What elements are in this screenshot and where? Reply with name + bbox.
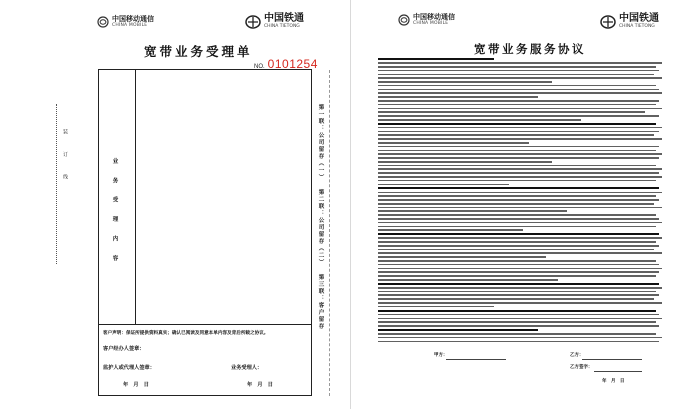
- china-tietong-logo: [245, 14, 304, 30]
- agreement-text-line: [378, 279, 558, 281]
- agreement-china-mobile-en: CHINA MOBILE: [413, 21, 449, 26]
- agreement-text-line: [378, 325, 659, 327]
- agreement-china-mobile-logo: [398, 14, 455, 27]
- copy-label-1: 第一联：公司留存（一）: [317, 104, 324, 181]
- date-right: 年 月 日: [247, 382, 273, 388]
- china-mobile-icon: [97, 16, 109, 28]
- agreement-text-line: [378, 249, 654, 251]
- copy-label-3: 第三联：客户留存: [317, 274, 324, 330]
- agreement-text-line: [378, 271, 659, 273]
- agreement-china-tietong-zh: 中国铁通: [619, 13, 659, 24]
- agreement-text-line: [378, 321, 656, 323]
- agreement-china-mobile-icon: [398, 14, 410, 26]
- agreement-text-line: [378, 157, 659, 159]
- agreement-text-line: [378, 341, 659, 343]
- agreement-text-line: [378, 165, 656, 167]
- business-content-label: 业 务 受 理 内 容: [111, 158, 118, 267]
- agreement-text-line: [378, 275, 656, 277]
- agreement-text-line: [378, 184, 509, 186]
- page-gutter: [350, 0, 351, 409]
- agreement-text-line: [378, 207, 662, 209]
- agreement-china-tietong-logo: [600, 14, 659, 30]
- agreement-text-line: [378, 241, 656, 243]
- china-mobile-logo-en: CHINA MOBILE: [112, 23, 148, 28]
- binding-dotted-line: [56, 104, 57, 264]
- agreement-text-line: [378, 123, 656, 125]
- agreement-china-tietong-en: CHINA TIETONG: [619, 24, 655, 29]
- agreement-text-line: [378, 104, 656, 106]
- agreement-text-line: [378, 180, 656, 182]
- agreement-text-line: [378, 92, 662, 94]
- agreement-text-line: [378, 237, 662, 239]
- party-b-signature-line: [582, 359, 642, 360]
- form-row-divider: [99, 324, 311, 325]
- handler-signature-label: 业务受理人：: [231, 365, 263, 371]
- agreement-text-line: [378, 58, 494, 60]
- agreement-text-line: [378, 310, 656, 312]
- agreement-text-line: [378, 119, 581, 121]
- date-left: 年 月 日: [123, 382, 149, 388]
- agreement-china-mobile-zh: 中国移动通信: [413, 13, 455, 21]
- agreement-text-line: [378, 233, 659, 235]
- agreement-text-line: [378, 302, 662, 304]
- agreement-text-line: [378, 210, 567, 212]
- china-mobile-logo: [97, 16, 154, 29]
- agreement-text-line: [378, 127, 662, 129]
- party-b-label: 乙方：: [570, 353, 584, 358]
- agreement-text-line: [378, 256, 546, 258]
- agreement-text-line: [378, 77, 662, 79]
- agreement-text-line: [378, 337, 662, 339]
- agreement-text-line: [378, 146, 659, 148]
- china-tietong-logo-zh: 中国铁通: [264, 13, 304, 24]
- agreement-text-line: [378, 291, 656, 293]
- agreement-text-line: [378, 142, 529, 144]
- agreement-text-line: [378, 131, 659, 133]
- agreement-text-line: [378, 306, 494, 308]
- agreement-text-line: [378, 218, 659, 220]
- form-table: [98, 69, 312, 396]
- agreement-text-line: [378, 283, 659, 285]
- agreement-text-line: [378, 150, 656, 152]
- agreement-text-line: [378, 199, 659, 201]
- service-agreement-page: [374, 4, 674, 404]
- agreement-text-line: [378, 192, 662, 194]
- agreement-text-line: [378, 268, 662, 270]
- agreement-china-tietong-icon: [600, 15, 616, 29]
- agreement-text-line: [378, 222, 662, 224]
- agreement-text-line: [378, 85, 656, 87]
- agreement-text-line: [378, 298, 654, 300]
- binding-label: 装 订 线: [62, 129, 68, 188]
- china-tietong-logo-en: CHINA TIETONG: [264, 24, 300, 29]
- agreement-text-line: [378, 333, 656, 335]
- agreement-text-line: [378, 100, 659, 102]
- agreement-text-line: [378, 168, 662, 170]
- agreement-text-line: [378, 89, 659, 91]
- agreement-text-line: [378, 138, 662, 140]
- agreement-text-line: [378, 153, 662, 155]
- agreement-text-line: [378, 264, 659, 266]
- agreement-text-line: [378, 161, 552, 163]
- agreement-text-line: [378, 115, 659, 117]
- agreement-text-line: [378, 294, 659, 296]
- agreement-text-line: [378, 214, 656, 216]
- agreement-text-line: [378, 229, 523, 231]
- agreement-text-line: [378, 195, 656, 197]
- agreement-text-line: [378, 329, 538, 331]
- agreement-text-line: [378, 81, 552, 83]
- customer-statement: 客户声明：保证所提供资料真实；确认已阅读及同意本单内容及背后所载之协议。: [103, 331, 269, 336]
- agreement-text-line: [378, 187, 659, 189]
- serial-prefix: NO.: [254, 64, 265, 70]
- china-tietong-icon: [245, 15, 261, 29]
- serial-value: 0101254: [267, 57, 318, 71]
- agreement-text-line: [378, 74, 654, 76]
- agreement-text-line: [378, 108, 662, 110]
- party-a-label: 甲方：: [434, 353, 448, 358]
- party-a-signature-line: [446, 359, 506, 360]
- agreement-text-line: [378, 314, 659, 316]
- copy-cut-line: [329, 70, 330, 396]
- agreement-text-line: [378, 62, 662, 64]
- form-title: 宽带业务受理单: [144, 44, 253, 59]
- agreement-text-line: [378, 96, 538, 98]
- application-form-page: [42, 4, 338, 404]
- form-column-divider: [135, 70, 136, 324]
- agreement-text-line: [378, 245, 659, 247]
- agreement-text-line: [378, 260, 656, 262]
- agreement-text-line: [378, 226, 656, 228]
- agreement-text-line: [378, 172, 659, 174]
- agreement-text-line: [378, 70, 659, 72]
- agreement-text-line: [378, 134, 654, 136]
- agreement-text-line: [378, 176, 662, 178]
- guardian-signature-label: 监护人或代理人签章：: [103, 365, 155, 371]
- agreement-text-line: [378, 66, 656, 68]
- china-mobile-logo-zh: 中国移动通信: [112, 15, 154, 23]
- copy-label-2: 第二联：公司留存（二）: [317, 189, 324, 266]
- agreement-title: 宽带业务服务协议: [474, 42, 586, 56]
- agreement-text-line: [378, 111, 645, 113]
- party-b-sign-line: [594, 371, 642, 372]
- agreement-text-line: [378, 203, 654, 205]
- agreement-text-line: [378, 318, 662, 320]
- agent-signature-label: 客户经办人签章：: [103, 346, 145, 352]
- party-b-sign-label: 乙方签字：: [570, 365, 593, 370]
- agreement-text-line: [378, 252, 662, 254]
- agreement-date: 年 月 日: [602, 379, 625, 384]
- agreement-text-line: [378, 287, 662, 289]
- agreement-body-text: [378, 58, 668, 344]
